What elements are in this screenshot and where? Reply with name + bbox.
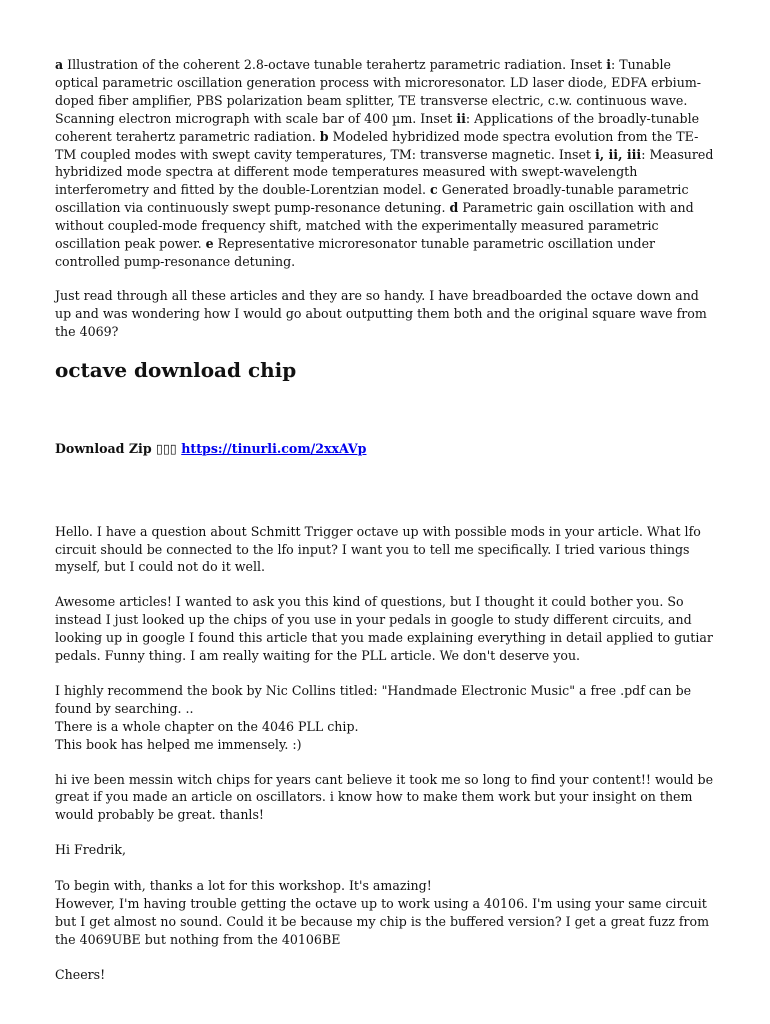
comment-5-body: [55, 877, 715, 949]
comment-5-signoff: Cheers!: [55, 966, 106, 982]
comment-5-line-1: To begin with, thanks a lot for this workshop. It's amazing!: [55, 878, 432, 894]
comment-3-line-2: There is a whole chapter on the 4046 PLL chip.: [55, 718, 359, 734]
download-glyphs: ▯▯▯: [156, 440, 177, 456]
download-line: [55, 440, 715, 458]
comment-3-line-3: This book has helped me immensely. :): [55, 736, 302, 752]
caption-text-e: Representative microresonator tunable parametric oscillation under controlled pump-resonance detuning.: [55, 236, 656, 269]
comment-5-line-2: However, I'm having trouble getting the octave up to work using a 40106. I'm using your same circuit but I get almost no sound. Could it be because my chip is the buffered version? I get a great fuzz from the 4069UBE but nothing from the 40106BE: [55, 896, 710, 947]
caption-text-i: : Tunable optical parametric oscillation generation process with microresonator. LD laser diode, EDFA erbium-doped fiber amplifier, PBS polarization beam splitter, TE transverse electric, c.w. continuous wave. Scanning electron micrograph with scale bar of 400 µm. Inset: [55, 57, 702, 126]
comment-3: [55, 682, 715, 754]
intro-paragraph: Just read through all these articles and they are so handy. I have breadboarded the octave down and up and was wondering how I would go about outputting them both and the original square wave from the 4069?: [55, 287, 707, 339]
caption-text-ii: : Applications of the broadly-tunable coherent terahertz parametric radiation.: [55, 110, 700, 144]
caption-text-d: Parametric gain oscillation with and without coupled-mode frequency shift, matched with the experimentally measured parametric oscillation peak power.: [55, 200, 694, 252]
download-link[interactable]: https://tinurli.com/2xxAVp: [181, 440, 367, 456]
comment-4: hi ive been messin witch chips for years cant believe it took me so long to find your content!! would be great if you made an article on oscillators. i know how to make them work but your insight on them would probably be great. thanls!: [55, 771, 714, 823]
caption-label-b: b: [319, 128, 329, 144]
caption-label-e: e: [205, 236, 214, 252]
caption-label-a: a: [55, 57, 64, 72]
figure-caption: [55, 56, 715, 271]
caption-label-c: c: [430, 182, 438, 198]
caption-label-i: i: [606, 57, 612, 72]
caption-label-iii: i, ii, iii: [594, 146, 642, 162]
download-label: Download Zip: [55, 440, 157, 456]
caption-text-iii: : Measured hybridized mode spectra at different mode temperatures measured with swept-wavelength interferometry and fitted by the double-Lorentzian model.: [55, 146, 714, 198]
section-heading: octave download chip: [55, 357, 297, 382]
caption-label-d: d: [449, 200, 459, 216]
comment-2: Awesome articles! I wanted to ask you this kind of questions, but I thought it could bother you. So instead I just looked up the chips of you use in your pedals in google to study different circuits, and looking up in google I found this article that you made explaining everything in detail applied to gutiar pedals. Funny thing. I am really waiting for the PLL article. We don't deserve you.: [55, 594, 713, 664]
caption-label-ii: ii: [456, 110, 466, 126]
comment-5-greeting: Hi Fredrik,: [55, 842, 126, 858]
comment-1: Hello. I have a question about Schmitt Trigger octave up with possible mods in your article. What lfo circuit should be connected to the lfo input? I want you to tell me specifically. I tried various things myself, but I could not do it well.: [55, 523, 701, 575]
comment-3-line-1: I highly recommend the book by Nic Collins titled: "Handmade Electronic Music" a free .pdf can be found by searching. ..: [55, 682, 692, 716]
comments: [55, 523, 715, 984]
caption-text-a: Illustration of the coherent 2.8-octave tunable terahertz parametric radiation. Inset: [63, 57, 607, 72]
caption-text-c: Generated broadly-tunable parametric oscillation via continuously swept pump-resonance detuning.: [55, 182, 689, 216]
caption-text-b: Modeled hybridized mode spectra evolution from the TE-TM coupled modes with swept cavity temperatures, TM: transverse magnetic. Inset: [55, 128, 699, 162]
